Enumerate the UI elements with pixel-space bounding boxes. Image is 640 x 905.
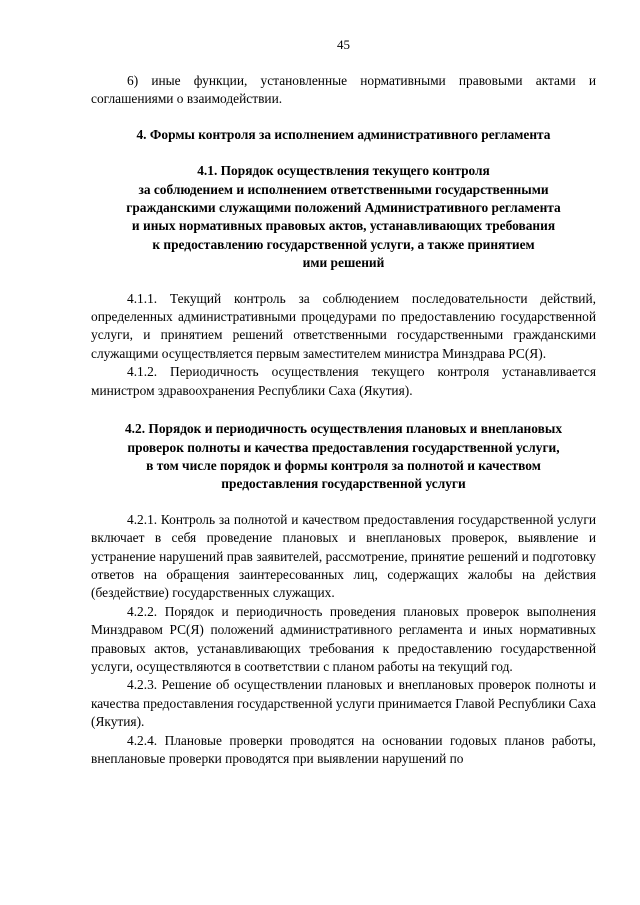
subsection-4-1-heading-line-6: ими решений [302, 255, 385, 271]
section-4-heading: 4. Формы контроля за исполнением административного регламента [136, 126, 551, 142]
spacer [91, 273, 596, 290]
page-number: 45 [337, 37, 350, 52]
spacer [91, 400, 596, 420]
paragraph-4-1-2: 4.1.2. Периодичность осуществления текущего контроля устанавливается министром здравоохранения Республики Саха (Якутия). [91, 364, 596, 398]
subsection-4-2-heading-line-3: в том числе порядок и формы контроля за полнотой и качеством [146, 457, 541, 473]
paragraph-4-2-3: 4.2.3. Решение об осуществлении плановых и внеплановых проверок полноты и качества предоставления государственной услуги принимается Главой Республики Саха (Якутия). [91, 677, 596, 730]
subsection-4-1-heading-line-5: к предоставлению государственной услуги, а также принятием [152, 236, 535, 252]
subsection-4-2-heading-line-2: проверок полноты и качества предоставления государственной услуги, [127, 439, 560, 455]
paragraph-4-2-4: 4.2.4. Плановые проверки проводятся на основании годовых планов работы, внеплановые проверки проводятся при выявлении нарушений по [91, 732, 596, 766]
paragraph-6-other-functions: 6) иные функции, установленные нормативными правовыми актами и соглашениями о взаимодействии. [91, 73, 596, 107]
spacer [91, 494, 596, 511]
subsection-4-2-heading-line-1: 4.2. Порядок и периодичность осуществления плановых и внеплановых [124, 421, 563, 437]
subsection-4-2-heading-line-4: предоставления государственной услуги [221, 476, 466, 492]
paragraph-4-1-1: 4.1.1. Текущий контроль за соблюдением последовательности действий, определенных административными процедурами по предоставлению государственной услуги, и принятием решений ответственными государственными гражданскими служащими осуществляется первым заместителем министра Минздрава РС(Я). [91, 290, 596, 361]
document-body [91, 72, 596, 768]
subsection-4-2-heading [91, 420, 596, 494]
subsection-4-1-heading-line-4: и иных нормативных правовых актов, устанавливающих требования [131, 218, 556, 234]
subsection-4-1-heading-line-2: за соблюдением и исполнением ответственными государственными [138, 181, 549, 197]
paragraph-4-2-2: 4.2.2. Порядок и периодичность проведения плановых проверок выполнения Минздравом РС(Я) положений административного регламента и иных нормативных правовых актов, устанавливающих требования к предоставлению государственной услуги, осуществляются в соответствии с планом работы на текущий год. [91, 603, 596, 674]
subsection-4-1-heading-line-1: 4.1. Порядок осуществления текущего контроля [197, 163, 490, 179]
spacer [91, 144, 596, 162]
subsection-4-1-heading-line-3: гражданскими служащими положений Административного регламента [126, 200, 561, 216]
spacer [91, 109, 596, 126]
paragraph-4-2-1: 4.2.1. Контроль за полнотой и качеством предоставления государственной услуги включает в себя проведение плановых и внеплановых проверок, выявление и устранение нарушений прав заявителей, рассмотрение, принятие решений и подготовку ответов на обращения заинтересованных лиц, содержащих жалобы на действия (бездействие) государственных служащих. [91, 511, 596, 601]
subsection-4-1-heading [91, 162, 596, 272]
